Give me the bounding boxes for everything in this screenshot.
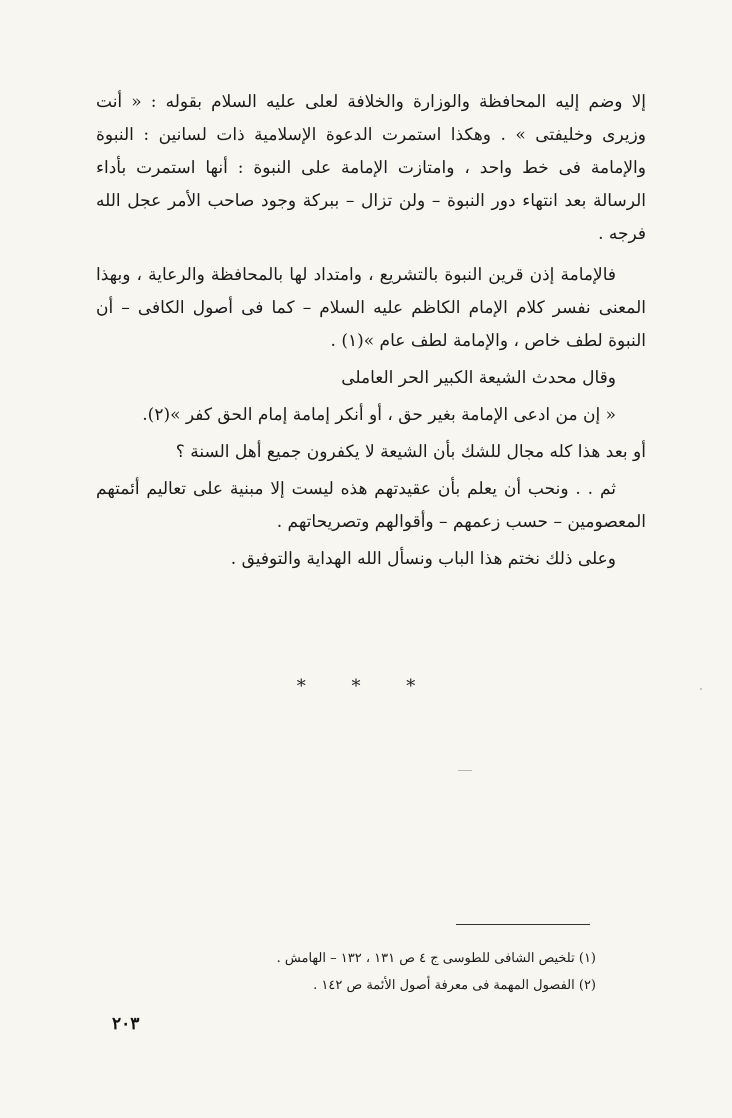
paragraph-3: وقال محدث الشيعة الكبير الحر العاملى bbox=[341, 368, 616, 388]
footnote-2: (٢) الفصول المهمة فى معرفة أصول الأئمة ص ١٤٢ . bbox=[313, 978, 596, 993]
paragraph-6: وعلى ذلك نختم هذا الباب ونسأل الله الهداية والتوفيق . bbox=[230, 549, 616, 569]
paragraph-4: أو بعد هذا كله مجال للشك بأن الشيعة لا يكفرون جميع أهل السنة ؟ bbox=[175, 442, 646, 462]
footnote-1: (١) تلخيص الشافى للطوسى ج ٤ ص ١٣١ ، ١٣٢ – الهامش . bbox=[276, 951, 596, 966]
main-text bbox=[96, 86, 646, 576]
scan-speck bbox=[458, 770, 472, 771]
scan-speck bbox=[700, 688, 702, 690]
footnote-rule bbox=[456, 924, 590, 925]
quotation: « إن من ادعى الإمامة بغير حق ، أو أنكر إمامة إمام الحق كفر »(٢). bbox=[142, 405, 616, 425]
section-separator: * * * bbox=[296, 676, 436, 697]
footnotes bbox=[96, 945, 596, 999]
paragraph-2: فالإمامة إذن قرين النبوة بالتشريع ، وامتداد لها بالمحافظة والرعاية ، وبهذا المعنى نفسر كلام الإمام الكاظم عليه السلام – كما فى أصول الكافى – أن النبوة لطف خاص ، والإمامة لطف عام »(١) . bbox=[96, 265, 646, 351]
page-number: ٢٠٣ bbox=[112, 1014, 140, 1034]
paragraph-5: ثم . . ونحب أن يعلم بأن عقيدتهم هذه ليست إلا مبنية على تعاليم أئمتهم المعصومين – حسب زعمهم – وأقوالهم وتصريحاتهم . bbox=[96, 479, 646, 532]
paragraph-1: إلا وضم إليه المحافظة والوزارة والخلافة لعلى عليه السلام بقوله : « أنت وزيرى وخليفتى » . وهكذا استمرت الدعوة الإسلامية ذات لسانين : النبوة والإمامة فى خط واحد ، وامتازت الإمامة على النبوة : أنها استمرت بأداء الرسالة بعد انتهاء دور النبوة – ولن تزال – ببركة وجود صاحب الأمر عجل الله فرجه . bbox=[96, 92, 646, 244]
